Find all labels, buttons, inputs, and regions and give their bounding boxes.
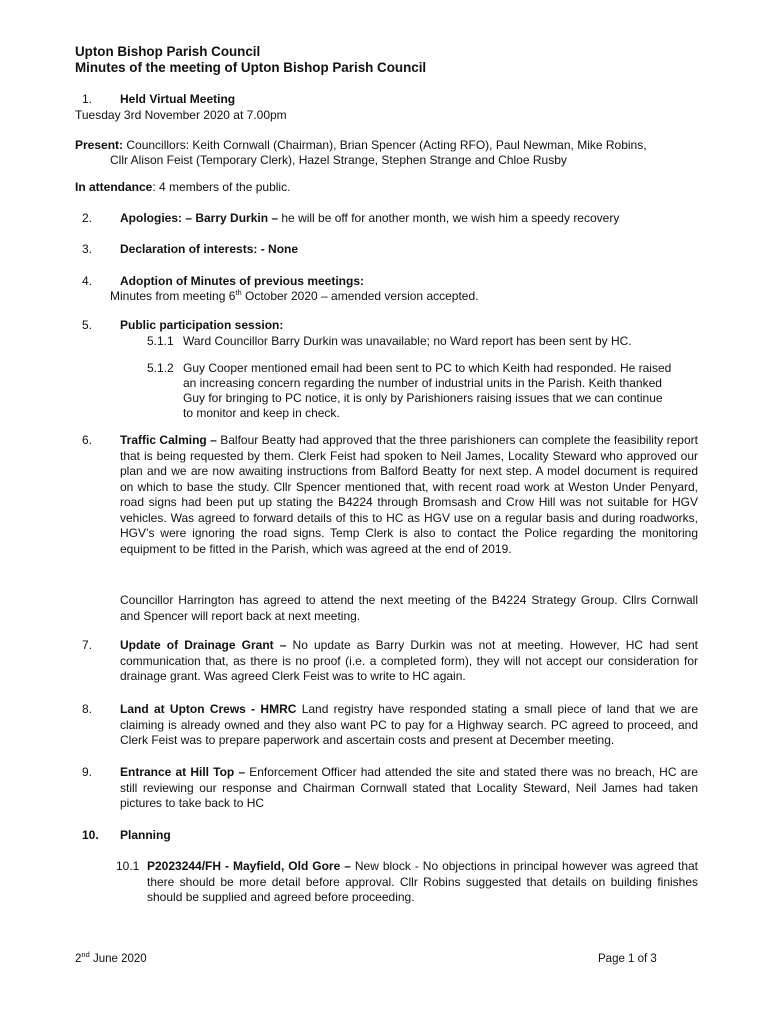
footer-date-pre: 2	[75, 953, 82, 965]
item-6-number: 6.	[82, 433, 93, 447]
item-5-1-1-text: Ward Councillor Barry Durkin was unavailable; no Ward report has been sent by HC.	[183, 334, 632, 348]
document-subtitle: Minutes of the meeting of Upton Bishop Parish Council	[75, 60, 427, 75]
item-9-number: 9.	[82, 765, 93, 779]
item-10-1-heading: P2023244/FH - Mayfield, Old Gore –	[147, 859, 351, 873]
item-3-heading: Declaration of interests: - None	[120, 242, 299, 256]
item-9-heading: Entrance at Hill Top –	[120, 765, 246, 779]
item-5-1-2-number: 5.1.2	[147, 361, 174, 375]
item-4-text-post: October 2020 – amended version accepted.	[241, 289, 479, 303]
item-2-number: 2.	[82, 211, 93, 225]
attendance	[75, 180, 290, 196]
item-9-paragraph	[120, 765, 698, 812]
item-5-1-2-line-4: to monitor and keep in check.	[183, 406, 340, 420]
present-label: Present:	[75, 138, 124, 152]
item-5-heading: Public participation session:	[120, 318, 284, 332]
item-2-heading: Apologies: – Barry Durkin –	[120, 211, 279, 225]
item-10-1-number: 10.1	[116, 859, 140, 873]
item-10-number: 10.	[82, 828, 99, 842]
item-6-paragraph-2: Councillor Harrington has agreed to attend the next meeting of the B4224 Strategy Group. Cllrs Cornwall and Spencer will report back at next meeting.	[120, 593, 698, 623]
item-4-text-sup: th	[235, 288, 242, 297]
item-6-heading: Traffic Calming –	[120, 433, 217, 447]
item-8-paragraph	[120, 702, 698, 749]
item-5-1-2-line-2: an increasing concern regarding the number of industrial units in the Parish. Keith thanked	[183, 376, 662, 390]
item-7-paragraph	[120, 638, 698, 685]
item-7-number: 7.	[82, 638, 93, 652]
item-2-apologies	[120, 211, 619, 227]
item-8-text: Land registry have responded stating a small piece of land that we are claiming is already owned and they also want PC to pay for a Highway search. PC agreed to proceed, and Clerk Feist was to prepare paperwork and ascertain costs and present at December meeting.	[120, 702, 698, 747]
item-8-number: 8.	[82, 702, 93, 716]
item-10-1-paragraph	[147, 859, 698, 906]
item-1-number: 1.	[82, 92, 93, 106]
item-4-text-pre: Minutes from meeting 6	[110, 289, 236, 303]
item-5-number: 5.	[82, 318, 93, 332]
item-7-text: No update as Barry Durkin was not at meeting. However, HC had sent communication that, as there is no proof (i.e. a completed form), they will not accept our consideration for drainage grant. Was agreed Clerk Feist was to write to HC again.	[120, 638, 698, 683]
item-8-heading: Land at Upton Crews - HMRC	[120, 702, 297, 716]
item-4-number: 4.	[82, 274, 93, 288]
item-4-heading: Adoption of Minutes of previous meetings:	[120, 274, 364, 288]
attendance-text: : 4 members of the public.	[152, 180, 291, 194]
item-1-heading: Held Virtual Meeting	[120, 92, 236, 106]
item-10-heading: Planning	[120, 828, 171, 842]
attendance-label: In attendance	[75, 180, 153, 194]
document-title: Upton Bishop Parish Council	[75, 44, 261, 59]
footer-date-post: June 2020	[89, 953, 147, 965]
item-5-1-2-line-1: Guy Cooper mentioned email had been sent to PC to which Keith had responded. He raised	[183, 361, 672, 375]
meeting-date: Tuesday 3rd November 2020 at 7.00pm	[75, 108, 287, 122]
item-9-text: Enforcement Officer had attended the site and stated there was no breach, HC are still reviewing our response and Chairman Cornwall stated that Locality Steward, Neil James had taken pictures to take back to HC	[120, 765, 698, 810]
item-10-1-text: New block - No objections in principal however was agreed that there should be more detail before approval. Cllr Robins suggested that details on building finishes should be supplied and agreed before proceeding.	[147, 859, 699, 904]
item-5-1-1-number: 5.1.1	[147, 334, 174, 348]
present-list	[75, 138, 715, 154]
present-line-2: Cllr Alison Feist (Temporary Clerk), Hazel Strange, Stephen Strange and Chloe Rusby	[110, 153, 567, 167]
item-6-text: Balfour Beatty had approved that the three parishioners can complete the feasibility report that is being requested by them. Clerk Feist had spoken to Neil James, Locality Steward who approved our plan and we are now awaiting instructions from Balford Beatty for next step. A model document is required on which to base the study. Cllr Spencer mentioned that, with recent road work at Weston Under Penyard, road signs had been put up stating the B4224 through Bromsash and Crow Hill was not suitable for HGV vehicles. Was agreed to forward details of this to HC as HGV use on a regular basis and during roadworks, HGV’s were ignoring the road signs. Temp Clerk is also to contact the Police regarding the monitoring equipment to be fitted in the Parish, which was agreed at the end of 2019.	[120, 433, 698, 556]
item-5-1-2-line-3: Guy for bringing to PC notice, it is only by Parishioners raising issues that we can continue	[183, 391, 663, 405]
present-line-1: Councillors: Keith Cornwall (Chairman), Brian Spencer (Acting RFO), Paul Newman, Mike Robins,	[123, 138, 647, 152]
item-4-text	[110, 289, 478, 305]
item-2-text: he will be off for another month, we wish him a speedy recovery	[278, 211, 620, 225]
item-7-heading: Update of Drainage Grant –	[120, 638, 287, 652]
footer-date	[75, 952, 147, 968]
item-3-number: 3.	[82, 242, 93, 256]
footer-date-sup: nd	[81, 950, 90, 960]
item-6-paragraph	[120, 433, 698, 557]
page-number: Page 1 of 3	[598, 953, 657, 965]
